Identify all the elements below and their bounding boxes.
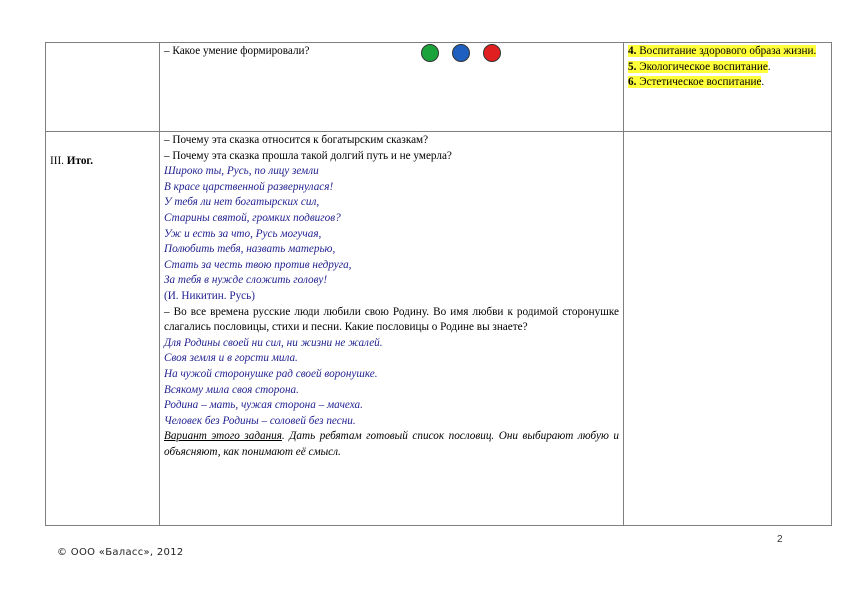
stage-title: Итог. [66,155,94,167]
poem-line: В красе царственной развернулася! [164,180,334,193]
task-variant [164,429,619,460]
stage-cell-empty [46,43,160,132]
proverb: Для Родины своей ни сил, ни жизни не жалей. [164,336,383,349]
proverb: Родина – мать, чужая сторона – мачеха. [164,399,363,412]
poem-author: (И. Никитин. Русь) [164,289,255,302]
variant-label: Вариант этого задания [164,430,282,443]
poem-line: Широко ты, Русь, по лицу земли [164,165,319,178]
poem-line: Старины святой, громких подвигов? [164,211,341,224]
poem-line: У тебя ли нет богатырских сил, [164,196,320,209]
stage-roman: III. [50,155,64,167]
poem-line: Полюбить тебя, назвать матерью, [164,243,336,256]
proverb: Своя земля и в горсти мила. [164,352,298,365]
values-cell-empty [624,132,832,526]
stage-cell [46,132,160,526]
question: – Почему эта сказка прошла такой долгий путь и не умерла? [164,149,452,162]
proverb: Человек без Родины – соловей без песни. [164,414,356,427]
poem-line: Уж и есть за что, Русь могучая, [164,227,322,240]
proverb: Всякому мила своя сторона. [164,383,299,396]
poem-line: Стать за честь твою против недруга, [164,258,352,271]
table-row [46,132,832,526]
green-circle-icon [421,44,439,62]
values-cell [624,43,832,132]
lesson-table [45,42,832,526]
value-item: 6. Эстетическое воспитание. [628,76,765,89]
activity-cell [160,43,624,132]
question: – Почему эта сказка относится к богатырским сказкам? [164,134,429,146]
color-dots [421,44,505,64]
question: – Какое умение формировали? [164,45,310,57]
copyright: © ООО «Баласс», 2012 [57,547,184,558]
proverb: На чужой сторонушке рад своей воронушке. [164,367,378,380]
activity-cell [160,132,624,526]
page-number: 2 [777,534,783,545]
discussion-paragraph: – Во все времена русские люди любили свою Родину. Во имя любви к родимой сторонушке слагались пословицы, стихи и песни. Какие пословицы о Родине вы знаете? [164,305,619,334]
value-item: 5. Экологическое воспитание. [628,60,771,73]
poem-line: За тебя в нужде сложить голову! [164,274,328,287]
red-circle-icon [483,44,501,62]
variant-text: . Дать ребятам готовый список пословиц. Они выбирают любую и объясняют, как понимают её смысл. [164,430,619,458]
value-item: 4. Воспитание здорового образа жизни. [628,45,817,57]
blue-circle-icon [452,44,470,62]
